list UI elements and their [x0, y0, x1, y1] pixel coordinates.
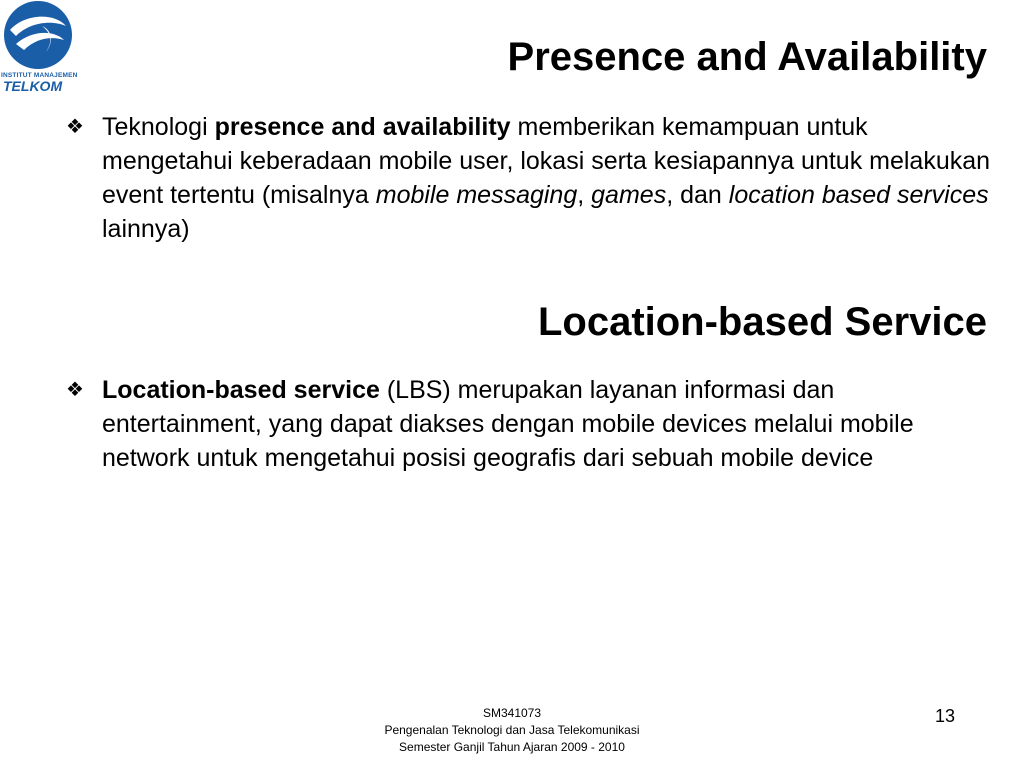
diamond-bullet-icon: ❖: [66, 379, 84, 401]
section-title-lbs: Location-based Service: [537, 300, 987, 344]
italic-term: games: [591, 181, 667, 209]
bullet-presence: [66, 110, 996, 246]
italic-term: location based services: [728, 181, 989, 209]
telkom-logo: [0, 0, 80, 98]
bold-term: Location-based service: [102, 376, 380, 404]
diamond-bullet-icon: ❖: [66, 116, 84, 138]
telkom-logo-icon: [2, 0, 74, 72]
bold-term: presence and availability: [214, 113, 511, 141]
footer-course-name: Pengenalan Teknologi dan Jasa Telekomunikasi: [384, 723, 640, 737]
bullet-lbs-text: [102, 373, 996, 475]
bullet-lbs: [66, 373, 996, 475]
text-run: Teknologi: [102, 113, 215, 141]
footer-course-code: SM341073: [482, 706, 542, 720]
text-run: memberikan kemampuan untuk mengetahui keberadaan mobile user, lokasi serta kesiapannya untuk melakukan event tertentu (misalnya: [102, 113, 991, 209]
text-run: ,: [577, 181, 592, 209]
text-run: (LBS) merupakan layanan informasi dan entertainment, yang dapat diakses dengan mobile devices melalui mobile network untuk mengetahui posisi geografis dari sebuah mobile device: [102, 376, 914, 472]
section-title-presence: Presence and Availability: [507, 35, 987, 79]
logo-telkom-text: TELKOM: [3, 78, 63, 94]
logo-institute-text: INSTITUT MANAJEMEN: [1, 72, 78, 79]
bullet-presence-text: [102, 110, 996, 246]
footer: [312, 705, 712, 756]
text-run: lainnya): [102, 215, 190, 243]
italic-term: mobile messaging: [375, 181, 578, 209]
footer-semester: Semester Ganjil Tahun Ajaran 2009 - 2010: [399, 740, 625, 754]
page-number: 13: [935, 706, 956, 726]
text-run: , dan: [666, 181, 729, 209]
